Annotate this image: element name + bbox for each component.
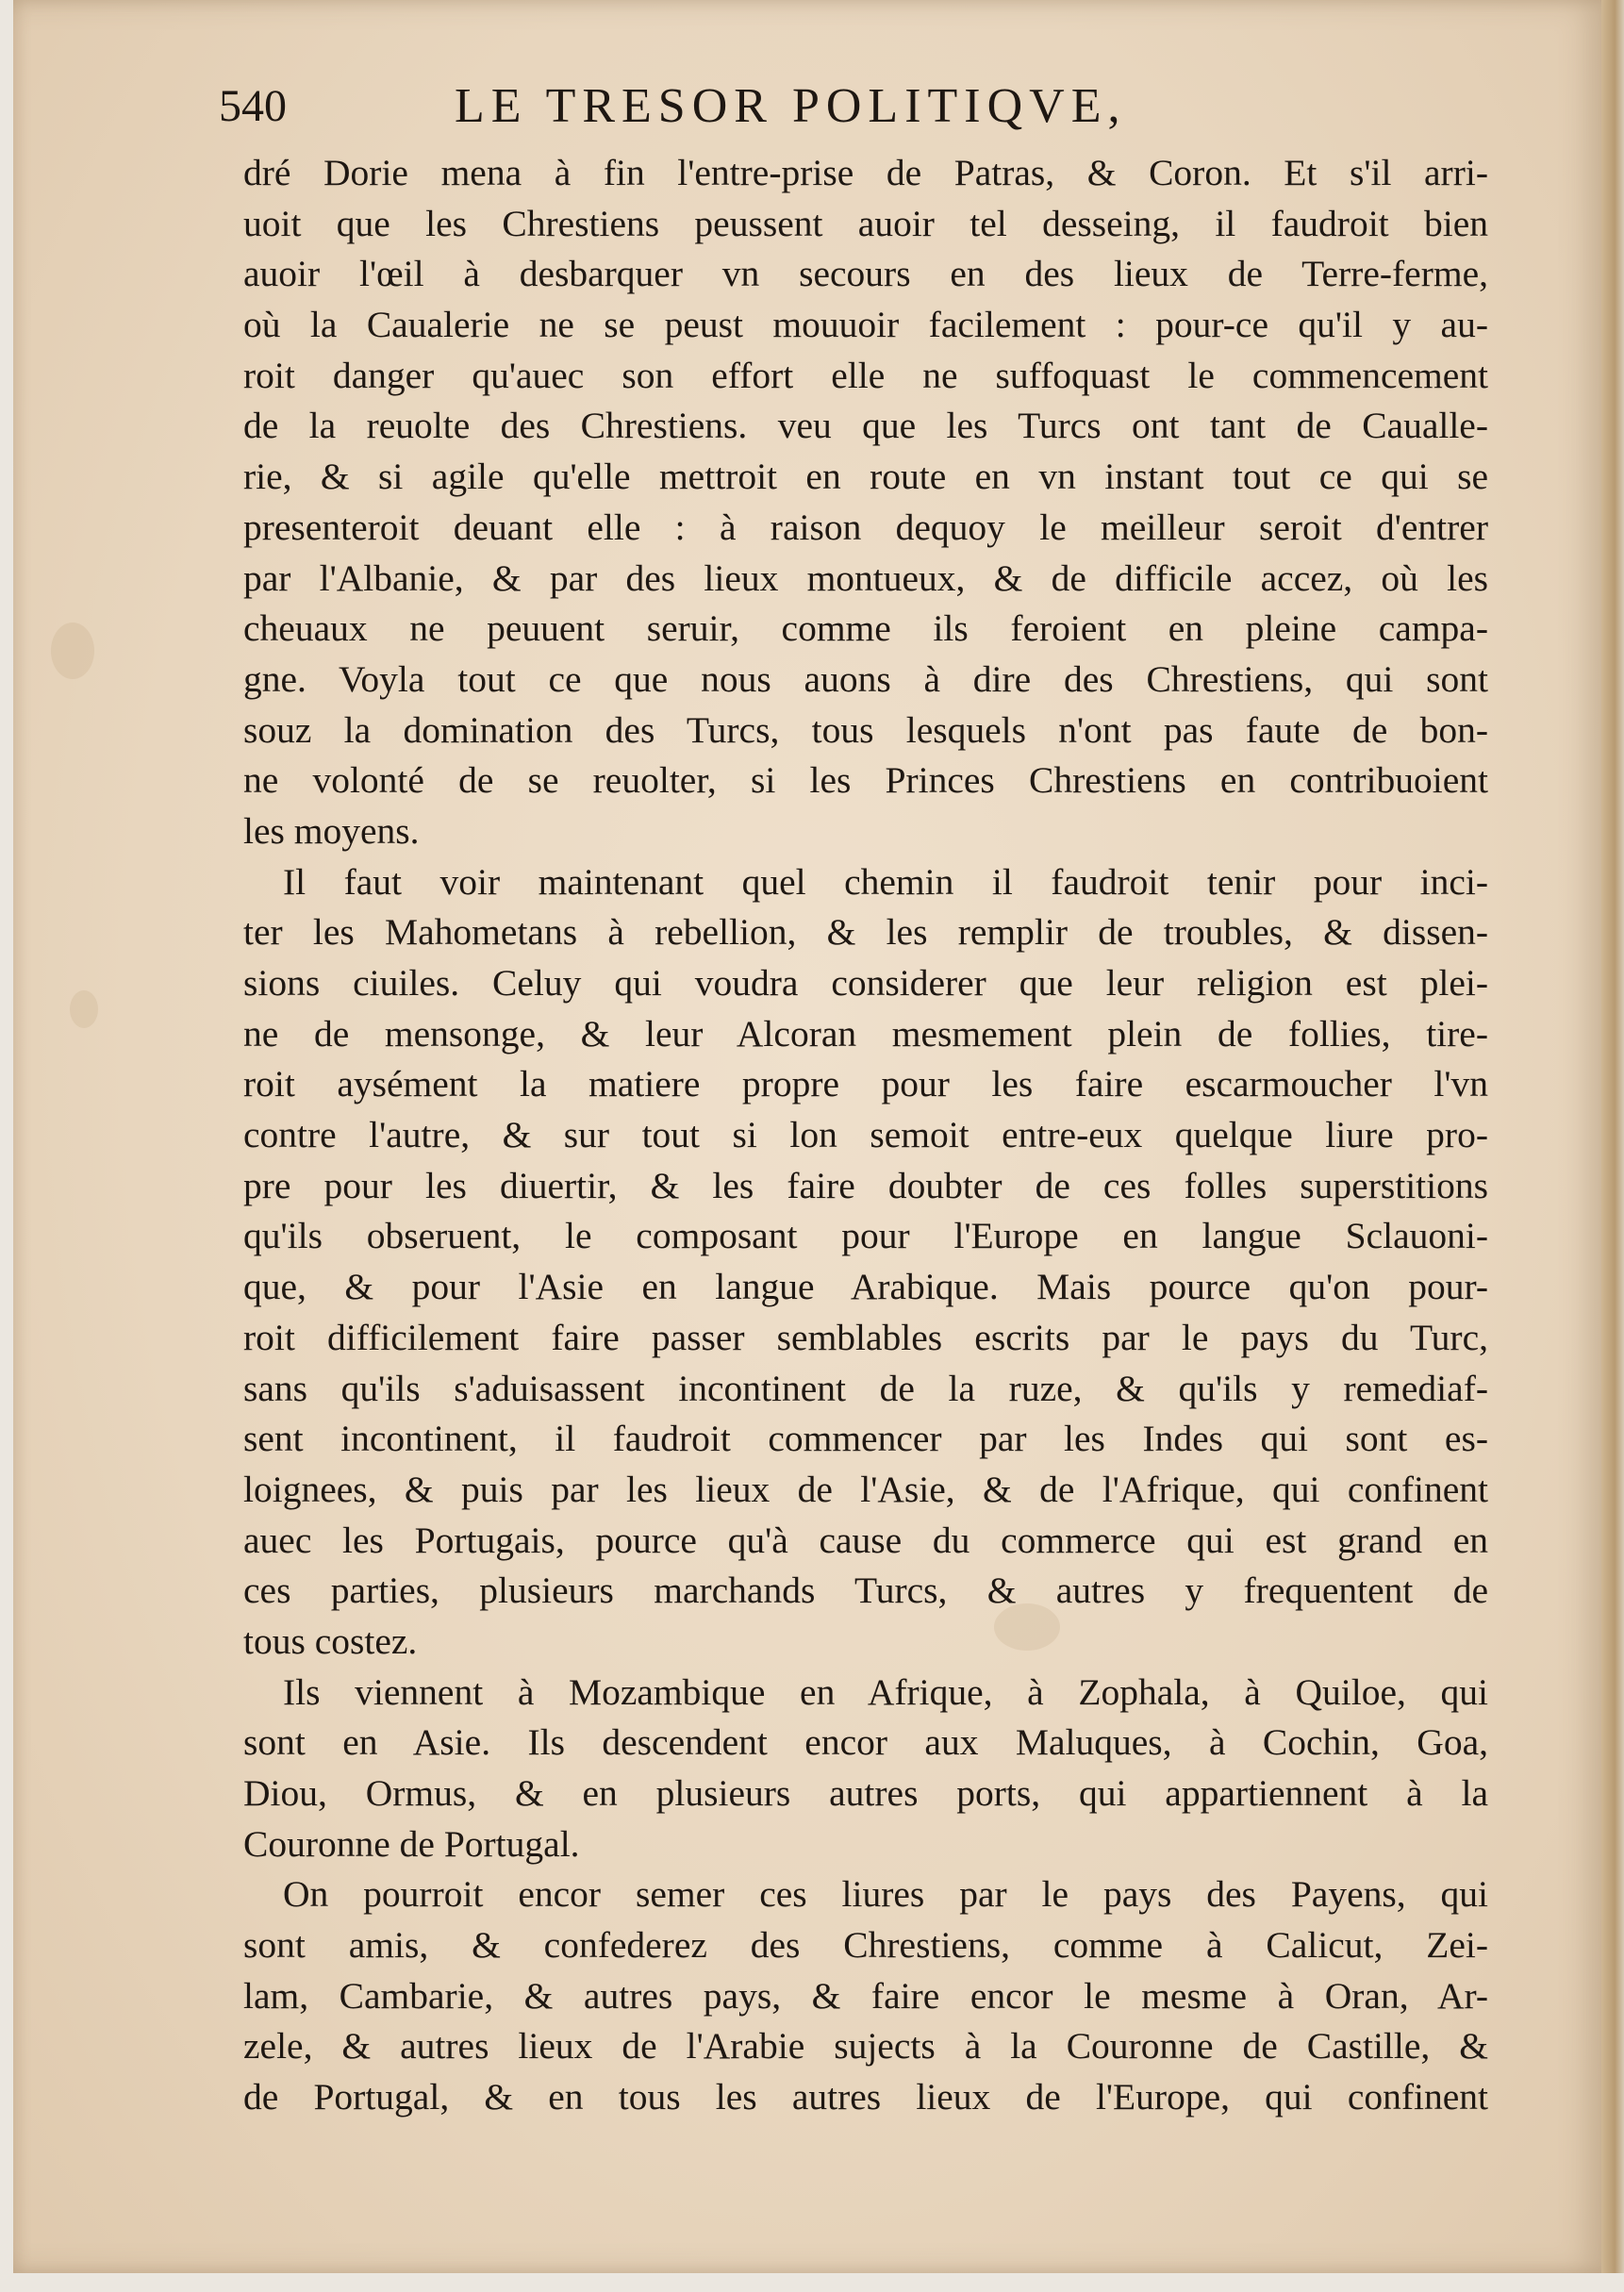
text-line: que, & pour l'Asie en langue Arabique. Mais pource qu'on pour- xyxy=(243,1266,1488,1308)
text-line: sont amis, & confederez des Chrestiens, comme à Calicut, Zei- xyxy=(243,1924,1488,1967)
text-line: lam, Cambarie, & autres pays, & faire encor le mesme à Oran, Ar- xyxy=(243,1974,1488,2017)
text-line: zele, & autres lieux de l'Arabie sujects à la Couronne de Castille, & xyxy=(243,2025,1488,2068)
text-line: auec les Portugais, pource qu'à cause du commerce qui est grand en xyxy=(243,1519,1488,1561)
text-line: roit aysément la matiere propre pour les faire escarmoucher l'vn xyxy=(243,1063,1488,1105)
text-line: ter les Mahometans à rebellion, & les remplir de troubles, & dissen- xyxy=(243,911,1488,954)
text-line: de la reuolte des Chrestiens. veu que les Turcs ont tant de Caualle- xyxy=(243,405,1488,447)
book-page xyxy=(13,0,1605,2273)
text-line: uoit que les Chrestiens peussent auoir tel desseing, il faudroit bien xyxy=(243,202,1488,244)
text-line: Diou, Ormus, & en plusieurs autres ports, qui appartiennent à la xyxy=(243,1772,1488,1814)
text-line: contre l'autre, & sur tout si lon semoit entre-eux quelque liure pro- xyxy=(243,1114,1488,1156)
text-line: On pourroit encor semer ces liures par le pays des Payens, qui xyxy=(283,1873,1488,1916)
text-line: roit danger qu'auec son effort elle ne suffoquast le commencement xyxy=(243,354,1488,396)
page-number: 540 xyxy=(219,81,287,131)
running-head xyxy=(219,74,1351,140)
text-line: pre pour les diuertir, & les faire doubter de ces folles superstitions xyxy=(243,1164,1488,1206)
text-line: sont en Asie. Ils descendent encor aux Maluques, à Cochin, Goa, xyxy=(243,1721,1488,1764)
text-line: de Portugal, & en tous les autres lieux de l'Europe, qui confinent xyxy=(243,2076,1488,2118)
text-line: ne de mensonge, & leur Alcoran mesmement plein de follies, tire- xyxy=(243,1012,1488,1055)
text-line: presenteroit deuant elle : à raison dequoy le meilleur seroit d'entrer xyxy=(243,506,1488,548)
text-line: ces parties, plusieurs marchands Turcs, & autres y frequentent de xyxy=(243,1570,1488,1612)
text-line: rie, & si agile qu'elle mettroit en route en vn instant tout ce qui se xyxy=(243,456,1488,498)
text-line: tous costez. xyxy=(243,1619,418,1662)
text-line: sions ciuiles. Celuy qui voudra considerer que leur religion est plei- xyxy=(243,962,1488,1004)
foxing-stain xyxy=(51,623,94,679)
text-line: Couronne de Portugal. xyxy=(243,1822,580,1865)
text-block xyxy=(243,148,1488,2123)
text-line: cheuaux ne peuuent seruir, comme ils feroient en pleine campa- xyxy=(243,607,1488,650)
text-line: par l'Albanie, & par des lieux montueux, & de difficile accez, où les xyxy=(243,556,1488,599)
text-line: les moyens. xyxy=(243,809,420,852)
page-edge xyxy=(1601,0,1624,2273)
text-line: loignees, & puis par les lieux de l'Asie, & de l'Afrique, qui confinent xyxy=(243,1468,1488,1510)
text-line: souz la domination des Turcs, tous lesquels n'ont pas faute de bon- xyxy=(243,708,1488,751)
running-title: LE TRESOR POLITIQVE, xyxy=(455,79,1127,133)
text-line: auoir l'œil à desbarquer vn secours en des lieux de Terre-ferme, xyxy=(243,253,1488,295)
text-line: dré Dorie mena à fin l'entre-prise de Patras, & Coron. Et s'il arri- xyxy=(243,152,1488,193)
text-line: sent incontinent, il faudroit commencer par les Indes qui sont es- xyxy=(243,1418,1488,1460)
text-line: où la Caualerie ne se peust mouuoir facilement : pour-ce qu'il y au- xyxy=(243,304,1488,346)
text-line: ne volonté de se reuolter, si les Princes Chrestiens en contribuoient xyxy=(243,759,1488,802)
text-line: sans qu'ils s'aduisassent incontinent de la ruze, & qu'ils y remediaf- xyxy=(243,1367,1488,1409)
text-line: roit difficilement faire passer semblables escrits par le pays du Turc, xyxy=(243,1316,1488,1358)
foxing-stain xyxy=(70,990,98,1028)
text-line: Ils viennent à Mozambique en Afrique, à Zophala, à Quiloe, qui xyxy=(283,1670,1488,1713)
text-line: gne. Voyla tout ce que nous auons à dire des Chrestiens, qui sont xyxy=(243,657,1488,700)
text-line: qu'ils obseruent, le composant pour l'Europe en langue Sclauoni- xyxy=(243,1215,1488,1257)
text-line: Il faut voir maintenant quel chemin il faudroit tenir pour inci- xyxy=(283,860,1488,903)
